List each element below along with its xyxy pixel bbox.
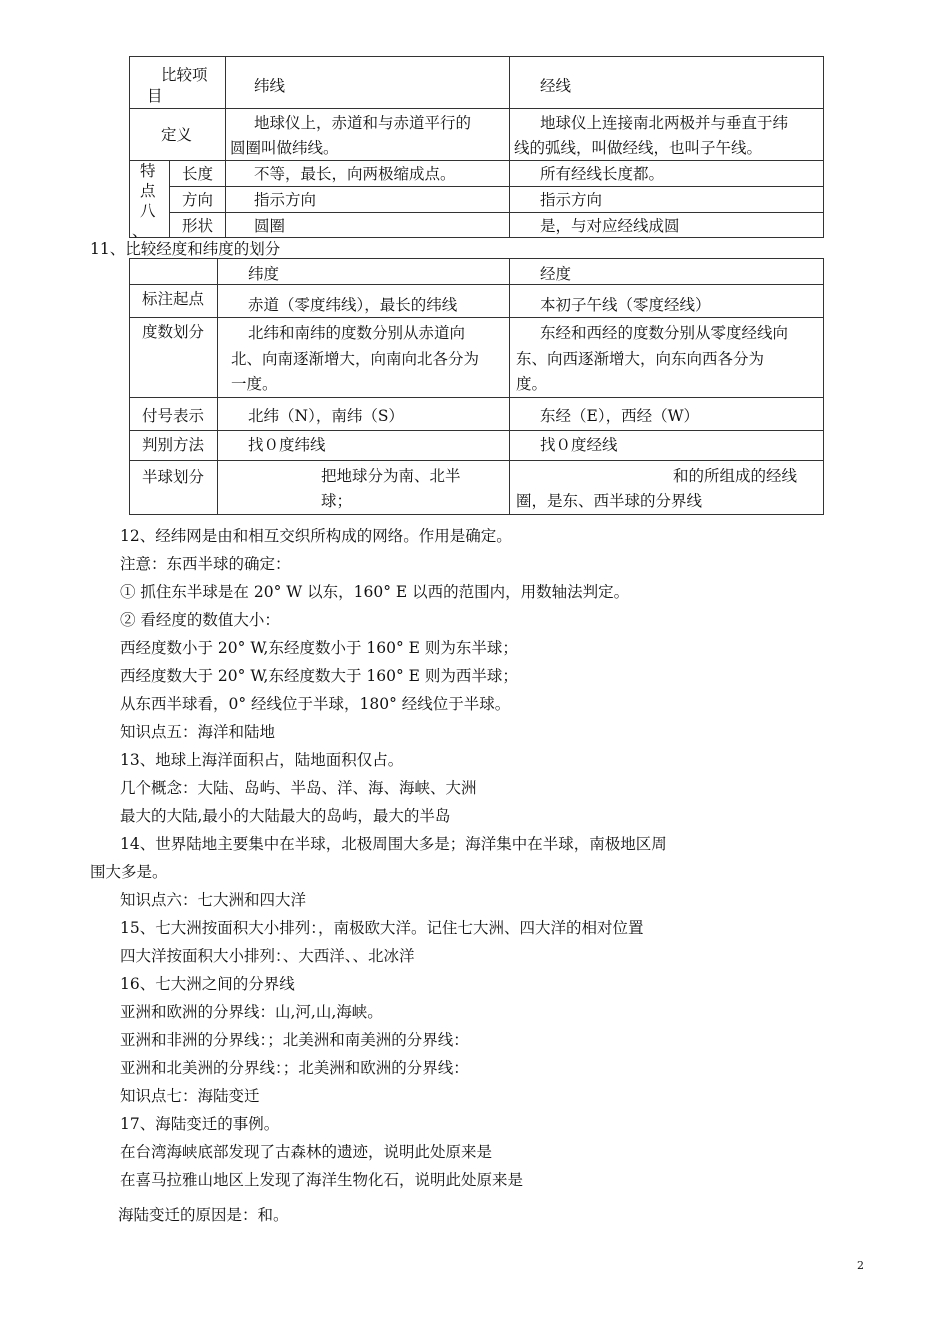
- text-line-asia-namerica: 亚洲和北美洲的分界线：；北美洲和欧洲的分界线：: [120, 1059, 469, 1077]
- table1-header-lat: 纬线: [226, 57, 510, 109]
- table1-shape-lat: 圆圈: [226, 213, 510, 238]
- text-line-asia-europe: 亚洲和欧洲的分界线：山,河,山,海峡。: [120, 1003, 383, 1021]
- text-line-largest: 最大的大陆,最小的大陆最大的岛屿，最大的半岛: [120, 807, 451, 825]
- section-heading-5: 知识点五：海洋和陆地: [120, 723, 276, 741]
- table2-row-degree-lon: 东经和西经的度数分别从零度经线向 东、向西逐渐增大，向东向西各分为 度。: [510, 318, 824, 398]
- text-line-east: 西经度数小于 20° W,东经度数小于 160° E 则为东半球；: [120, 639, 518, 657]
- text-line-rule1: ① 抓住东半球是在 20° W 以东，160° E 以西的范围内，用数轴法判定。: [120, 583, 630, 601]
- text-line-rule2: ② 看经度的数值大小：: [120, 611, 280, 629]
- latitude-longitude-line-comparison-table: [129, 56, 824, 241]
- latitude-longitude-division-table: [129, 258, 824, 515]
- text-line-asia-africa: 亚洲和非洲的分界线：；北美洲和南美洲的分界线：: [120, 1031, 469, 1049]
- table2-row-identify-lon: 找０度经线: [510, 431, 824, 461]
- section-heading-7: 知识点七：海陆变迁: [120, 1087, 260, 1105]
- table2-row-start-lon: 本初子午线（零度经线）: [510, 285, 824, 318]
- table1-header-item: 比较项 目: [130, 57, 226, 109]
- text-line-causes: 海陆变迁的原因是：和。: [118, 1206, 289, 1224]
- table1-length-lon: 所有经线长度都。: [510, 161, 824, 187]
- text-line-concepts: 几个概念：大陆、岛屿、半岛、洋、海、海峡、大洲: [120, 779, 477, 797]
- table2-row-symbol-lat: 北纬（N），南纬（S）: [218, 398, 510, 431]
- table1-shape-label: 形状: [170, 213, 226, 238]
- text-line-17: 17、海陆变迁的事例。: [120, 1115, 280, 1133]
- text-line-12: 12、经纬网是由和相互交织所构成的网络。作用是确定。: [120, 527, 512, 545]
- table1-direction-label: 方向: [170, 187, 226, 213]
- text-line-note: 注意：东西半球的确定：: [120, 555, 291, 573]
- table2-row-start-label: 标注起点: [130, 285, 218, 318]
- table2-row-symbol-lon: 东经（E），西经（W）: [510, 398, 824, 431]
- section-heading-6: 知识点六：七大洲和四大洋: [120, 891, 307, 909]
- text-line-meridians: 从东西半球看，0° 经线位于半球，180° 经线位于半球。: [120, 695, 511, 713]
- table2-row-identify-lat: 找０度纬线: [218, 431, 510, 461]
- table1-direction-lat: 指示方向: [226, 187, 510, 213]
- text-line-14-cont: 围大多是。: [90, 863, 168, 881]
- text-line-14: 14、世界陆地主要集中在半球，北极周围大多是；海洋集中在半球，南极地区周: [120, 835, 667, 853]
- table2-row-hemisphere-label: 半球划分: [130, 461, 218, 515]
- table2-header-empty: [130, 259, 218, 285]
- table1-shape-lon: 是，与对应经线成圆: [510, 213, 824, 238]
- table2-header-lat: 纬度: [218, 259, 510, 285]
- table2-row-symbol-label: 付号表示: [130, 398, 218, 431]
- table2-row-identify-label: 判别方法: [130, 431, 218, 461]
- table2-header-lon: 经度: [510, 259, 824, 285]
- text-line-13: 13、地球上海洋面积占，陆地面积仅占。: [120, 751, 404, 769]
- table1-definition-lon: 地球仪上连接南北两极并与垂直于纬 线的弧线，叫做经线，也叫子午线。: [510, 109, 824, 161]
- table2-row-degree-lat: 北纬和南纬的度数分别从赤道向 北、向南逐渐增大，向南向北各分为 一度。: [218, 318, 510, 398]
- table1-length-lat: 不等，最长，向两极缩成点。: [226, 161, 510, 187]
- table2-row-degree-label: 度数划分: [130, 318, 218, 398]
- page-number: 2: [857, 1259, 864, 1272]
- table1-direction-lon: 指示方向: [510, 187, 824, 213]
- section-heading-11: 11、比较经度和纬度的划分: [90, 240, 281, 258]
- table1-header-lon: 经线: [510, 57, 824, 109]
- text-line-oceans: 四大洋按面积大小排列：、大西洋、、北冰洋: [120, 947, 415, 965]
- table1-length-label: 长度: [170, 161, 226, 187]
- text-line-west: 西经度数大于 20° W,东经度数大于 160° E 则为西半球；: [120, 667, 518, 685]
- text-line-taiwan: 在台湾海峡底部发现了古森林的遗迹，说明此处原来是: [120, 1143, 493, 1161]
- table1-features-label: 特 点 八 、: [130, 161, 170, 238]
- text-line-15: 15、七大洲按面积大小排列：，南极欧大洋。记住七大洲、四大洋的相对位置: [120, 919, 644, 937]
- table1-definition-label: 定义: [130, 109, 226, 161]
- table2-row-start-lat: 赤道（零度纬线），最长的纬线: [218, 285, 510, 318]
- table1-definition-lat: 地球仪上，赤道和与赤道平行的 圆圈叫做纬线。: [226, 109, 510, 161]
- table2-row-hemisphere-lat: 把地球分为南、北半 球；: [218, 461, 510, 515]
- text-line-himalaya: 在喜马拉雅山地区上发现了海洋生物化石，说明此处原来是: [120, 1171, 524, 1189]
- text-line-16: 16、七大洲之间的分界线: [120, 975, 295, 993]
- table2-row-hemisphere-lon: 和的所组成的经线 圈，是东、西半球的分界线: [510, 461, 824, 515]
